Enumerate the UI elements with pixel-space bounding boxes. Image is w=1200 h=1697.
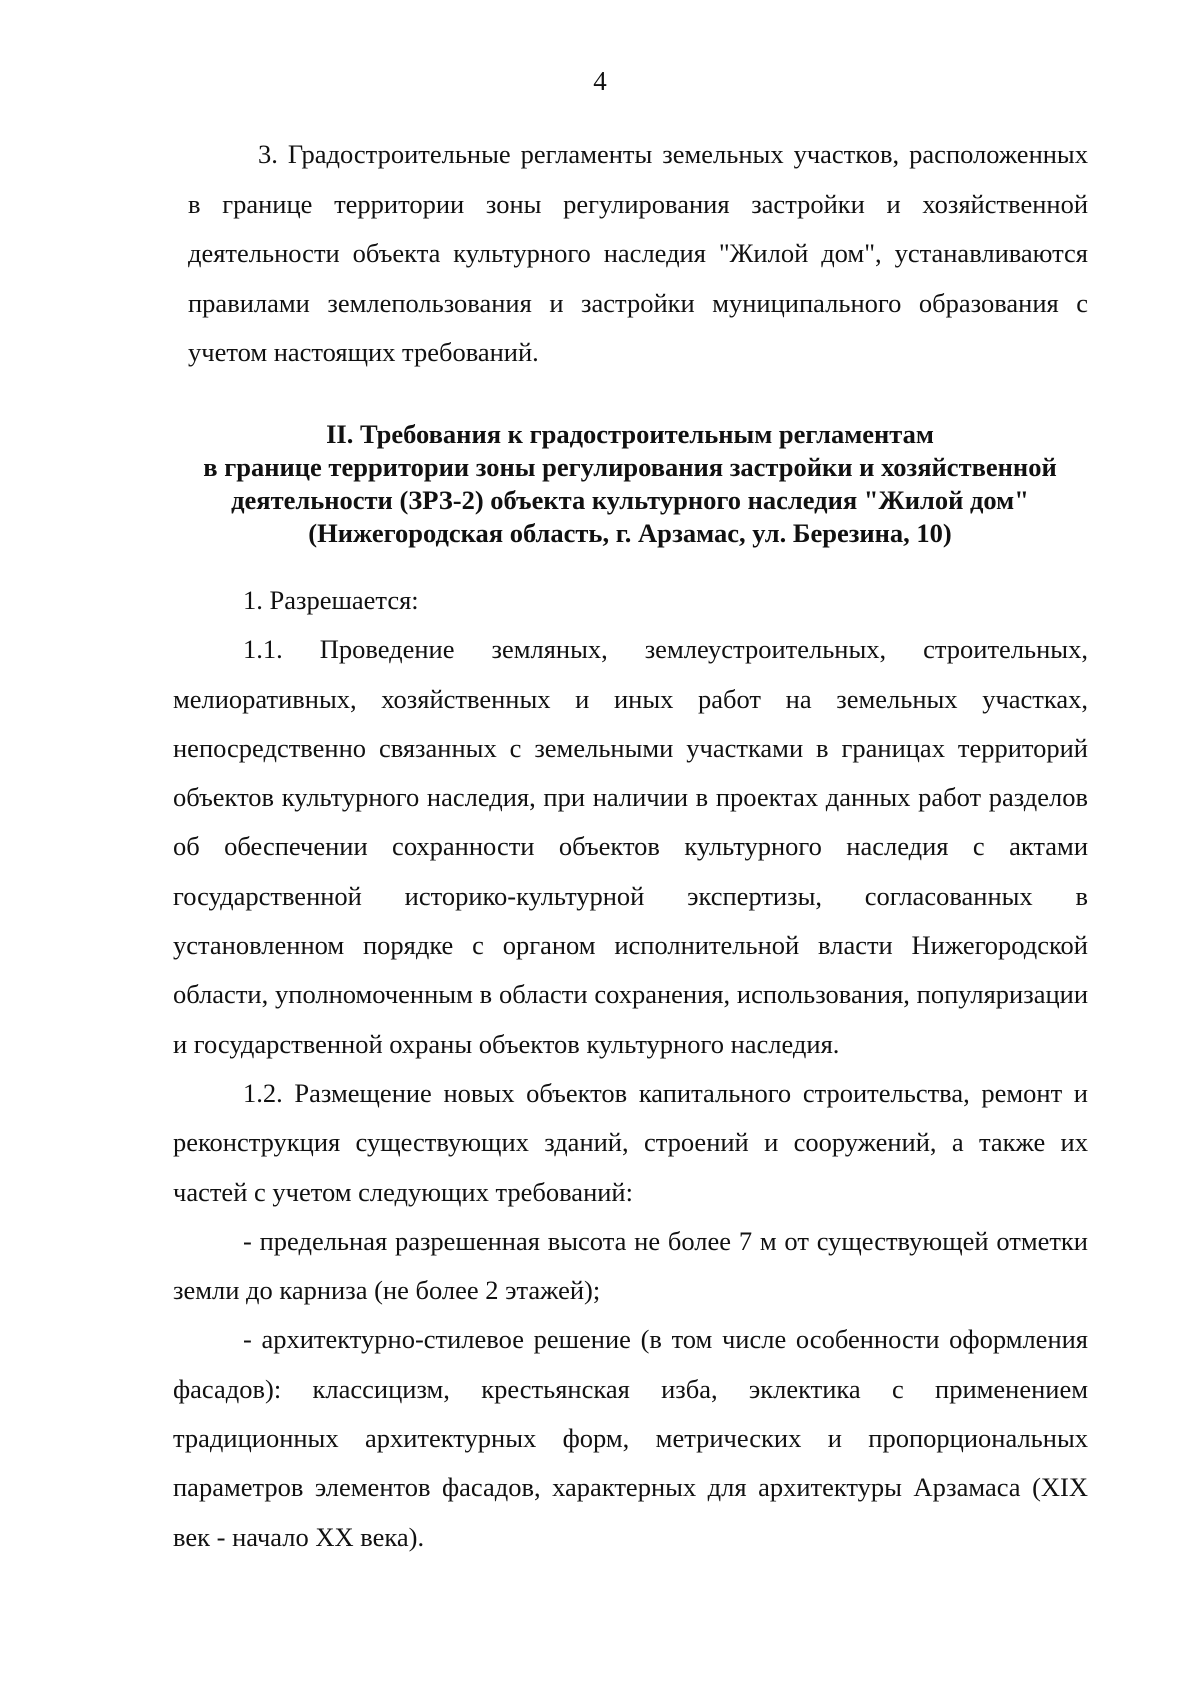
page-number: 4 [593, 66, 607, 96]
heading-line: деятельности (ЗРЗ-2) объекта культурного наследия "Жилой дом" [231, 485, 1029, 515]
heading-line: в границе территории зоны регулирования застройки и хозяйственной [203, 452, 1057, 482]
paragraph-architecture-style: - архитектурно-стилевое решение (в том числе особенности оформления фасадов): классицизм, крестьянская изба, эклектика с применением традиционных архитектурных форм, метрических и пропорциональных параметров элементов фасадов, характерных для архитектуры Арзамаса (XIX век - начало XX века). [173, 1324, 1088, 1552]
paragraph-allowed: 1. Разрешается: [243, 585, 419, 615]
paragraph-height-limit: - предельная разрешенная высота не более 7 м от существующей отметки земли до карниза (не более 2 этажей); [173, 1225, 1088, 1306]
heading-line: (Нижегородская область, г. Арзамас, ул. Березина, 10) [308, 518, 952, 548]
section2-body [173, 576, 1088, 1562]
paragraph-item-3: 3. Градостроительные регламенты земельных участков, расположенных в границе территории зоны регулирования застройки и хозяйственной деятельности объекта культурного наследия "Жилой дом", устанавливаются правилами землепользования и застройки муниципального образования с учетом настоящих требований. [188, 139, 1088, 367]
section-heading [150, 418, 1110, 550]
paragraph-1-1: 1.1. Проведение земляных, землеустроительных, строительных, мелиоративных, хозяйственных и иных работ на земельных участках, непосредственно связанных с земельными участками в границах территорий объектов культурного наследия, при наличии в проектах данных работ разделов об обеспечении сохранности объектов культурного наследия с актами государственной историко-культурной экспертизы, согласованных в установленном порядке с органом исполнительной власти Нижегородской области, уполномоченным в области сохранения, использования, популяризации и государственной охраны объектов культурного наследия. [173, 634, 1088, 1059]
heading-line: II. Требования к градостроительным регламентам [326, 419, 934, 449]
paragraph-1-2: 1.2. Размещение новых объектов капитального строительства, ремонт и реконструкция существующих зданий, строений и сооружений, а также их частей с учетом следующих требований: [173, 1077, 1088, 1207]
section1-item3-block [188, 130, 1088, 378]
